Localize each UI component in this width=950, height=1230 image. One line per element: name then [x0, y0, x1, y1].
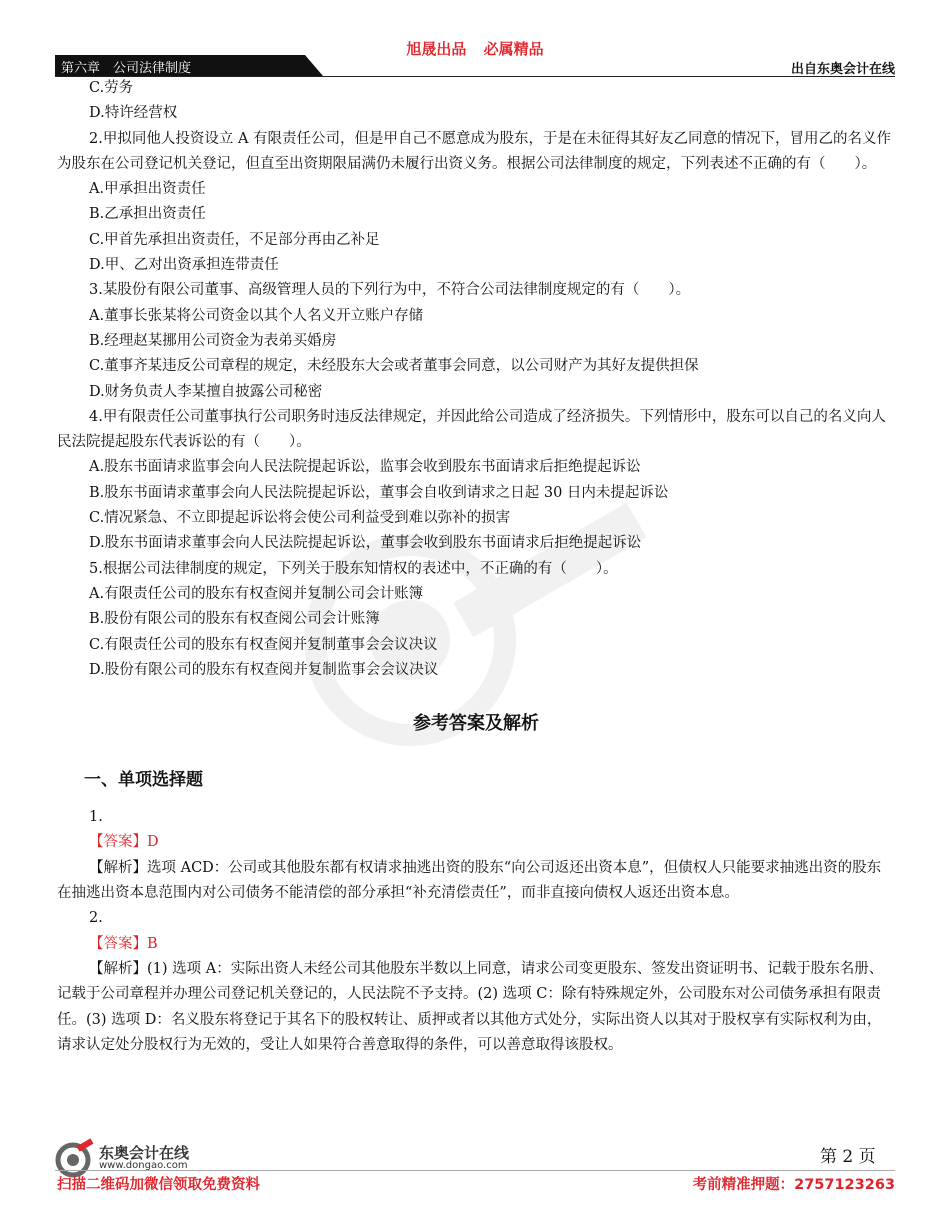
q5-option: C.有限责任公司的股东有权查阅并复制董事会会议决议 — [89, 636, 438, 653]
q2-option: D.甲、乙对出资承担连带责任 — [89, 257, 279, 274]
q5-option: D.股份有限公司的股东有权查阅并复制监事会会议决议 — [89, 661, 439, 678]
explanation-label: 【解析】 — [89, 960, 147, 977]
q5-option: B.股份有限公司的股东有权查阅公司会计账簿 — [89, 611, 380, 628]
footer-divider — [55, 1170, 895, 1171]
logo-name: 东奥会计在线 — [99, 1144, 190, 1162]
question-5: 5.根据公司法律制度的规定，下列关于股东知情权的表述中，不正确的有（ ）。 — [89, 560, 618, 577]
answer-2 — [57, 932, 895, 957]
footer-promo-right: 考前精准押题：2757123263 — [692, 1177, 895, 1193]
q5-option: A.有限责任公司的股东有权查阅并复制公司会计账簿 — [89, 585, 424, 602]
q3-option: A.董事长张某将公司资金以其个人名义开立账户存储 — [89, 307, 424, 324]
q4-option: B.股东书面请求董事会向人民法院提起诉讼，董事会自收到请求之日起 30 日内未提起诉讼 — [89, 484, 669, 501]
answer-1 — [57, 830, 895, 855]
q3-option: B.经理赵某挪用公司资金为表弟买婚房 — [89, 332, 337, 349]
answers-title: 参考答案及解析 — [413, 713, 539, 735]
explanation-text: 选项 ACD：公司或其他股东都有权请求抽逃出资的股东“向公司返还出资本息”，但债权人只能要求抽逃出资的股东在抽逃出资本息范围内对公司债务不能清偿的部分承担“补充清偿责任”，而非直接向债权人返还出资本息。 — [57, 859, 882, 902]
answer-value: B — [147, 935, 158, 952]
q4-option: D.股东书面请求董事会向人民法院提起诉讼，董事会收到股东书面请求后拒绝提起诉讼 — [89, 535, 642, 552]
source-label: 出自东奥会计在线 — [790, 62, 895, 77]
q2-option: C.甲首先承担出资责任，不足部分再由乙补足 — [89, 231, 380, 248]
answer-label: 【答案】 — [89, 935, 147, 952]
slogan-left: 旭晟出品 — [406, 40, 467, 58]
page-content — [57, 76, 895, 1058]
q1-option-c: C.劳务 — [89, 80, 134, 96]
section-title: 一、单项选择题 — [84, 770, 203, 791]
chapter-title: 第六章 公司法律制度 — [61, 61, 192, 76]
answer-value: D — [147, 834, 159, 851]
answer-label: 【答案】 — [89, 834, 147, 851]
answer-1-number: 1. — [89, 809, 103, 826]
q3-option: D.财务负责人李某擅自披露公司秘密 — [89, 383, 323, 400]
page-number: 第 2 页 — [820, 1147, 876, 1167]
q2-option: B.乙承担出资责任 — [89, 206, 206, 223]
slogan-right: 必属精品 — [483, 40, 544, 58]
dongao-logo — [55, 1138, 255, 1178]
explanation-2 — [57, 957, 895, 1058]
question-4: 4.甲有限责任公司董事执行公司职务时违反法律规定，并因此给公司造成了经济损失。下列情形中，股东可以自己的名义向人民法院提起股东代表诉讼的有（ ）。 — [57, 408, 886, 451]
chapter-banner — [55, 55, 323, 76]
q2-option: A.甲承担出资责任 — [89, 181, 206, 198]
q3-option: C.董事齐某违反公司章程的规定，未经股东大会或者董事会同意，以公司财产为其好友提供担保 — [89, 358, 699, 375]
question-2: 2.甲拟同他人投资设立 A 有限责任公司，但是甲自己不愿意成为股东，于是在未征得其好友乙同意的情况下，冒用乙的名义作为股东在公司登记机关登记，但直至出资期限届满仍未履行出资义务。根据公司法律制度的规定，下列表述不正确的有（ ）。 — [57, 130, 892, 172]
logo-url: www.dongao.com — [99, 1160, 188, 1171]
explanation-label: 【解析】 — [89, 859, 147, 876]
footer-promo-left: 扫描二维码加微信领取免费资料 — [57, 1177, 260, 1193]
explanation-text: (1) 选项 A：实际出资人未经公司其他股东半数以上同意，请求公司变更股东、签发出资证明书、记载于股东名册、记载于公司章程并办理公司登记机关登记的，人民法院不予支持。(2) 选项 C：除有特殊规定外，公司股东对公司债务承担有限责任。(3) 选项 D：名义股东将登记于其名下的股权转让、质押或者以其他方式处分，实际出资人以其对于股权享有实际权利为由，请求认定处分股权行为无效的，受让人如果符合善意取得的条件，可以善意取得该股权。 — [57, 960, 884, 1053]
q4-option: C.情况紧急、不立即提起诉讼将会使公司利益受到难以弥补的损害 — [89, 510, 511, 527]
question-3: 3.某股份有限公司董事、高级管理人员的下列行为中，不符合公司法律制度规定的有（ ）。 — [89, 282, 691, 299]
q4-option: A.股东书面请求监事会向人民法院提起诉讼，监事会收到股东书面请求后拒绝提起诉讼 — [89, 459, 641, 476]
dongao-logo-icon — [55, 1138, 95, 1178]
q1-option-d: D.特许经营权 — [89, 105, 178, 122]
answer-2-number: 2. — [89, 910, 103, 927]
explanation-1 — [57, 856, 895, 907]
